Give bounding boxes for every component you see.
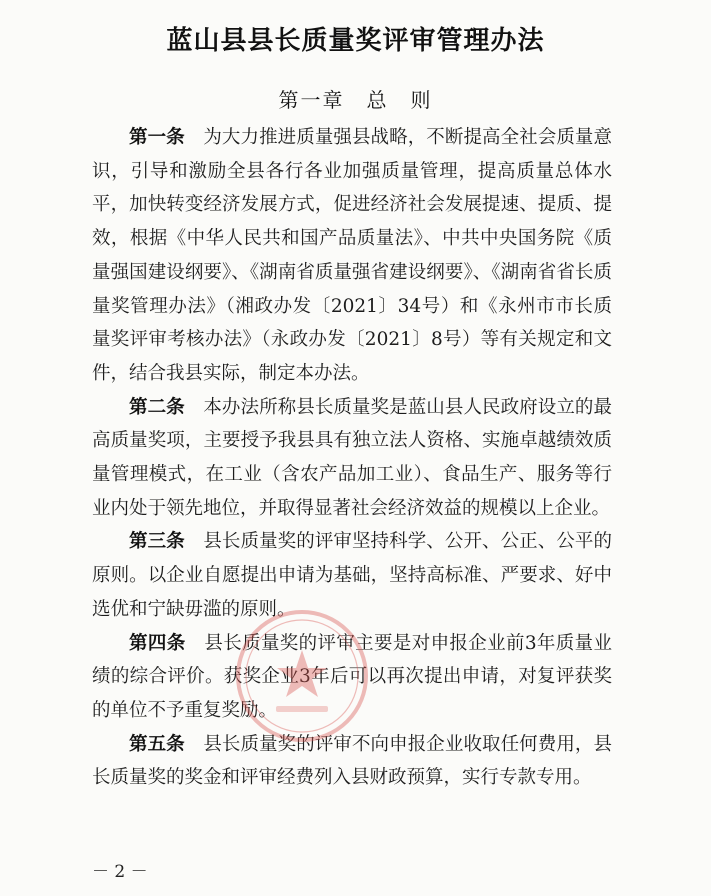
article-4 xyxy=(92,627,612,728)
document-body xyxy=(92,121,612,795)
article-number: 第一条 xyxy=(129,127,185,148)
document-title: 蓝山县县长质量奖评审管理办法 xyxy=(166,26,545,56)
article-2 xyxy=(92,391,612,526)
article-5 xyxy=(92,728,612,795)
article-text: 本办法所称县长质量奖是蓝山县人民政府设立的最高质量奖项，主要授予我县具有独立法人资格、实施卓越绩效质量管理模式，在工业（含农产品加工业）、食品生产、服务等行业内处于领先地位，并取得显著社会经济效益的规模以上企业。 xyxy=(92,396,612,519)
chapter-heading: 第一章 总 则 xyxy=(278,88,433,112)
article-number: 第四条 xyxy=(129,632,186,654)
article-number: 第二条 xyxy=(129,396,185,418)
page-number: － 2 － xyxy=(92,862,148,882)
article-number: 第五条 xyxy=(129,733,185,755)
article-text: 为大力推进质量强县战略，不断提高全社会质量意识，引导和激励全县各行各业加强质量管理，提高质量总体水平，加快转变经济发展方式，促进经济社会发展提速、提质、提效，根据《中华人民共和国产品质量法》、中共中央国务院《质量强国建设纲要》、《湖南省质量强省建设纲要》、《湖南省省长质量奖管理办法》（湘政办发〔2021〕34号）和《永州市市长质量奖评审考核办法》（永政办发〔2021〕8号）等有关规定和文件，结合我县实际，制定本办法。 xyxy=(92,127,612,384)
article-text: 县长质量奖的评审主要是对申报企业前3年质量业绩的综合评价。获奖企业3年后可以再次提出申请，对复评获奖的单位不予重复奖励。 xyxy=(92,632,612,721)
article-1 xyxy=(92,121,612,391)
article-number: 第三条 xyxy=(129,531,185,553)
article-text: 县长质量奖的评审不向申报企业收取任何费用，县长质量奖的奖金和评审经费列入县财政预算，实行专款专用。 xyxy=(92,733,612,789)
article-3 xyxy=(92,525,612,626)
article-text: 县长质量奖的评审坚持科学、公开、公正、公平的原则。以企业自愿提出申请为基础，坚持高标准、严要求、好中选优和宁缺毋滥的原则。 xyxy=(92,531,612,620)
